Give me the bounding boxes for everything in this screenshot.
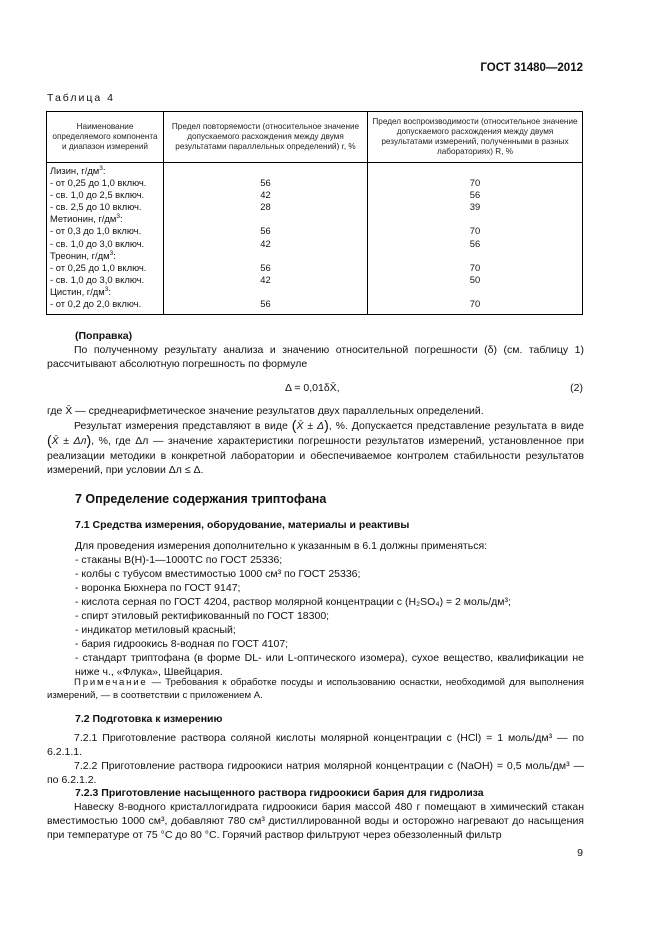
unit-suffix: : <box>113 249 116 261</box>
list-item: - спирт этиловый ректификованный по ГОСТ 18300; <box>75 610 330 622</box>
header-repeatability: Предел повторяемости (относительное значение допускаемого расхождения между двумя результатами параллельных определений) r, % <box>164 112 368 163</box>
note <box>47 677 584 702</box>
formula-text: Δ = 0,01δX̄, <box>285 382 340 394</box>
reproducibility-value: 70 <box>469 177 481 189</box>
table-caption: Таблица 4 <box>47 92 115 104</box>
component-name: - от 0,25 до 1,0 включ. <box>50 261 147 273</box>
amendment-paragraph-2: где X̄ — среднеарифметическое значение результатов двух параллельных определений. <box>47 405 484 417</box>
unit-power: 3 <box>99 165 103 172</box>
component-name: - от 0,25 до 1,0 включ. <box>50 177 147 189</box>
section-7-2-title: 7.2 Подготовка к измерению <box>75 713 223 725</box>
component-cell <box>50 238 160 250</box>
component-cell <box>50 225 160 237</box>
repeatability-column <box>164 163 368 315</box>
component-cell <box>50 274 160 286</box>
list-item: - воронка Бюхнера по ГОСТ 9147; <box>75 582 241 594</box>
paren-open-2: ( <box>47 432 52 449</box>
repeatability-value <box>167 213 364 225</box>
component-cell <box>50 213 160 225</box>
unit-suffix: : <box>119 213 123 225</box>
repeatability-value <box>167 286 364 298</box>
component-cell <box>50 189 160 201</box>
list-item: - стаканы В(Н)-1—1000ТС по ГОСТ 25336; <box>75 554 283 566</box>
header-component: Наименование определяемого компонента и диапазон измерений <box>47 112 164 163</box>
formula-2 <box>285 381 340 395</box>
component-name: - св. 1,0 до 3,0 включ. <box>50 273 145 285</box>
paren-close-2: ) <box>86 432 92 449</box>
repeatability-value: 42 <box>260 237 271 249</box>
component-name: - св. 2,5 до 10 включ. <box>50 201 142 213</box>
component-name: Треонин, г/дм <box>50 249 110 261</box>
table-body-row <box>47 163 583 315</box>
reproducibility-value <box>371 213 579 225</box>
section-7-2-3-text: Навеску 8-водного кристаллогидрата гидроокиси бария массой 480 г помещают в химический стакан вместимостью 1000 см³, добавляют 780 см³ дистиллированной воды и осторожно нагревают до насыщения при температуре от 75 °С до 80 °С. Горячий раствор фильтруют через обеззоленный фильтр <box>47 801 584 841</box>
component-name: Лизин, г/дм <box>50 165 100 176</box>
component-cell <box>50 286 160 298</box>
repeatability-value <box>167 250 364 262</box>
list-item: - кислота серная по ГОСТ 4204, раствор молярной концентрации c (H₂SO₄) = 2 моль/дм³; <box>75 596 511 608</box>
component-name: - от 0,2 до 2,0 включ. <box>50 298 142 310</box>
reproducibility-value: 56 <box>469 189 481 201</box>
component-name: - св. 1,0 до 2,5 включ. <box>50 189 145 201</box>
component-name: - св. 1,0 до 3,0 включ. <box>50 237 145 249</box>
section-7-1-title: 7.1 Средства измерения, оборудование, материалы и реактивы <box>75 519 410 531</box>
list-item: - индикатор метиловый красный; <box>75 624 236 636</box>
note-label: Примечание <box>74 677 148 688</box>
component-cell <box>50 165 160 177</box>
component-column <box>47 163 164 315</box>
unit-suffix: : <box>108 285 111 297</box>
unit-power: 3 <box>116 213 120 221</box>
repeatability-value: 56 <box>260 225 271 237</box>
unit-power: 3 <box>104 285 109 293</box>
repeatability-value: 42 <box>260 189 271 201</box>
repeatability-value: 28 <box>260 201 271 213</box>
amendment-label: (Поправка) <box>75 330 133 342</box>
list-item: - стандарт триптофана (в форме DL- или L-оптического изомера), сухое вещество, квалификации не ниже ч., «Флука», Швейцария. <box>75 652 584 678</box>
paren-close: ) <box>324 417 329 433</box>
table-header-row <box>47 112 583 163</box>
p3-part-a: Результат измерения представляют в виде <box>74 420 288 432</box>
reproducibility-value: 56 <box>469 237 481 249</box>
section-7-2-3-title: 7.2.3 Приготовление насыщенного раствора гидроокиси бария для гидролиза <box>75 787 484 799</box>
repeatability-value: 56 <box>260 177 271 189</box>
component-cell <box>50 201 160 213</box>
document-code: ГОСТ 31480—2012 <box>480 62 583 74</box>
p3-part-b: , %. Допускается представление результата в виде <box>328 420 584 432</box>
section-7-title: 7 Определение содержания триптофана <box>75 492 327 506</box>
repeatability-value <box>167 165 364 177</box>
p3-expression-2: X̄ ± Δл <box>51 435 87 448</box>
component-cell <box>50 298 160 310</box>
reproducibility-column <box>368 163 583 315</box>
component-name: - от 0,3 до 1,0 включ. <box>50 225 142 237</box>
section-7-2-1: 7.2.1 Приготовление раствора соляной кислоты молярной концентрации c (HCl) = 1 моль/дм³ — по 6.2.1.1. <box>47 732 584 758</box>
reproducibility-value: 70 <box>469 298 481 310</box>
unit-power: 3 <box>109 249 114 257</box>
amendment-paragraph-1: По полученному результату анализа и значению относительной погрешности (δ) (см. таблицу 1) рассчитывают абсолютную погрешность по формуле <box>47 344 584 370</box>
page-number: 9 <box>577 847 583 859</box>
list-item: - бария гидроокись 8-водная по ГОСТ 4107; <box>75 638 289 650</box>
reproducibility-value <box>371 250 579 262</box>
header-reproducibility: Предел воспроизводимости (относительное значение допускаемого расхождения между двумя результатами измерений, полученными в разных лабораториях) R, % <box>368 112 583 163</box>
reproducibility-value: 70 <box>469 261 481 273</box>
reproducibility-value: 39 <box>469 201 481 213</box>
formula-number: (2) <box>570 382 583 394</box>
unit-suffix: : <box>102 165 106 176</box>
p3-part-c: , %, где Δл — значение характеристики погрешности результатов измерений, установленное при реализации методики в конкретной лаборатории и обеспечиваемое контролем стабильности результатов измерений, при условии Δл ≤ Δ. <box>47 435 584 476</box>
component-cell <box>50 250 160 262</box>
component-cell <box>50 177 160 189</box>
section-7-2-2: 7.2.2 Приготовление раствора гидроокиси натрия молярной концентрации c (NaOH) = 0,5 моль/дм³ — по 6.2.1.2. <box>47 760 584 786</box>
note-text: — Требования к обработке посуды и использованию оснастки, необходимой для выполнения измерений, — в соответствии с приложением А. <box>47 677 584 701</box>
amendment-paragraph-3 <box>47 418 584 477</box>
component-name: Метионин, г/дм <box>50 213 117 225</box>
requirements-list <box>75 553 584 679</box>
repeatability-value: 56 <box>260 261 271 273</box>
list-item: - колбы с тубусом вместимостью 1000 см³ по ГОСТ 25336; <box>75 568 361 580</box>
component-cell <box>50 262 160 274</box>
section-7-1-intro: Для проведения измерения дополнительно к указанным в 6.1 должны применяться: <box>75 540 488 552</box>
component-name: Цистин, г/дм <box>50 285 105 297</box>
table-4 <box>46 111 583 315</box>
reproducibility-value: 70 <box>469 225 481 237</box>
repeatability-value: 56 <box>260 298 271 310</box>
paren-open: ( <box>291 417 297 433</box>
p3-expression-1: X̄ ± Δ <box>296 420 325 432</box>
reproducibility-value: 50 <box>469 273 481 285</box>
repeatability-value: 42 <box>260 273 271 285</box>
reproducibility-value <box>371 286 579 298</box>
reproducibility-value <box>371 165 579 177</box>
